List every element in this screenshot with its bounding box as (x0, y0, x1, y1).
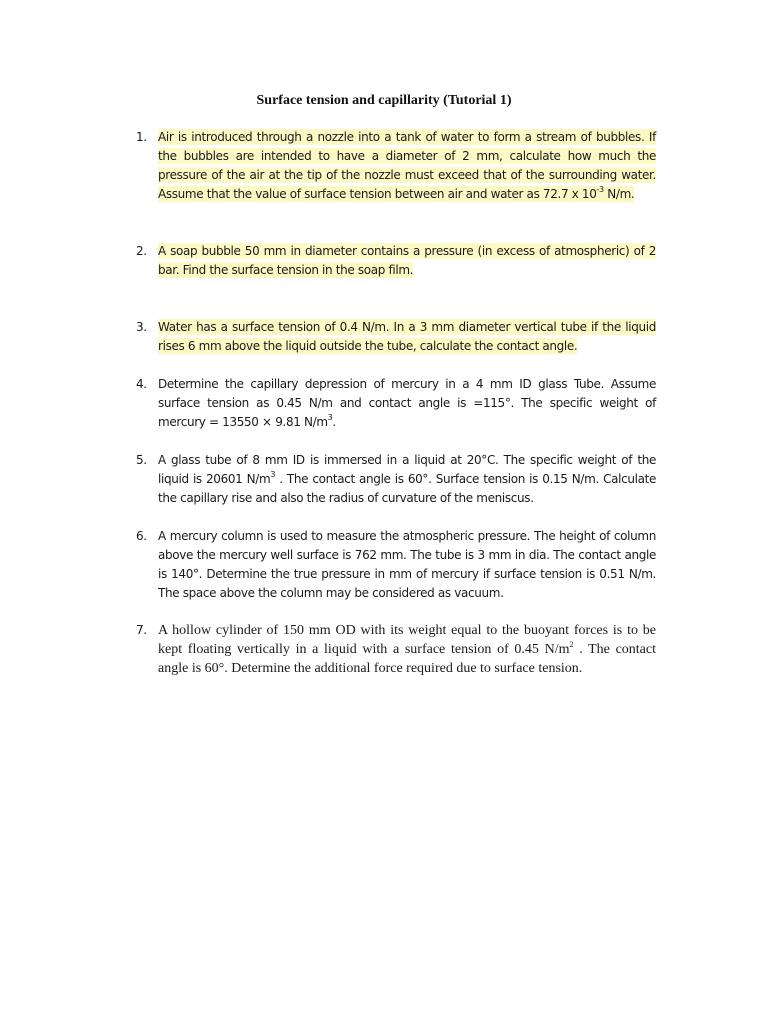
question-number: 2. (136, 244, 147, 258)
question-number: 4. (136, 377, 147, 391)
question-number: 1. (136, 130, 147, 144)
question-number: 6. (136, 529, 147, 543)
question-5 (136, 451, 656, 508)
question-number: 7. (136, 623, 147, 637)
question-text-highlighted: Water has a surface tension of 0.4 N/m. In a 3 mm diameter vertical tube if the liquid rises 6 mm above the liquid outside the tube, calculate the contact angle. (158, 320, 656, 353)
question-text-highlighted: A soap bubble 50 mm in diameter contains a pressure (in excess of atmospheric) of 2 bar. Find the surface tension in the soap film. (158, 244, 656, 277)
question-3 (136, 318, 656, 356)
question-4 (136, 375, 656, 432)
question-number: 3. (136, 320, 147, 334)
question-text: Determine the capillary depression of mercury in a 4 mm ID glass Tube. Assume surface tension as 0.45 N/m and contact angle is =115°. The specific weight of mercury = 13550 × 9.81 $N/m^3$. (158, 377, 656, 429)
question-text: A mercury column is used to measure the atmospheric pressure. The height of column above the mercury well surface is 762 mm. The tube is 3 mm in dia. The contact angle is 140°. Determine the true pressure in mm of mercury if surface tension is 0.51 N/m. The space above the column may be considered as vacuum. (158, 529, 656, 600)
question-number: 5. (136, 453, 147, 467)
question-6 (136, 527, 656, 603)
question-text: A hollow cylinder of 150 mm OD with its weight equal to the buoyant forces is to be kept floating vertically in a liquid with a surface tension of 0.45 $N/m^2$ . The contact angle is 60°. Determine the additional force required due to surface tension. (158, 623, 657, 676)
question-1 (136, 128, 656, 204)
document-title: Surface tension and capillarity (Tutorial 1) (256, 93, 512, 108)
question-2 (136, 242, 656, 280)
question-text: A glass tube of 8 mm ID is immersed in a liquid at 20°C. The specific weight of the liquid is 20601 $N/m^3$ . The contact angle is 60°. Surface tension is 0.15 N/m. Calculate the capillary rise and also the radius of curvature of the meniscus. (158, 453, 657, 505)
question-text-highlighted: Air is introduced through a nozzle into a tank of water to form a stream of bubbles. If the bubbles are intended to have a diameter of 2 mm, calculate how much the pressure of the air at the tip of the nozzle must exceed that of the surrounding water. Assume that the value of surface tension between air and water as 72.7 x $10^{-3}$ N/m. (158, 130, 656, 201)
question-7 (136, 621, 656, 678)
